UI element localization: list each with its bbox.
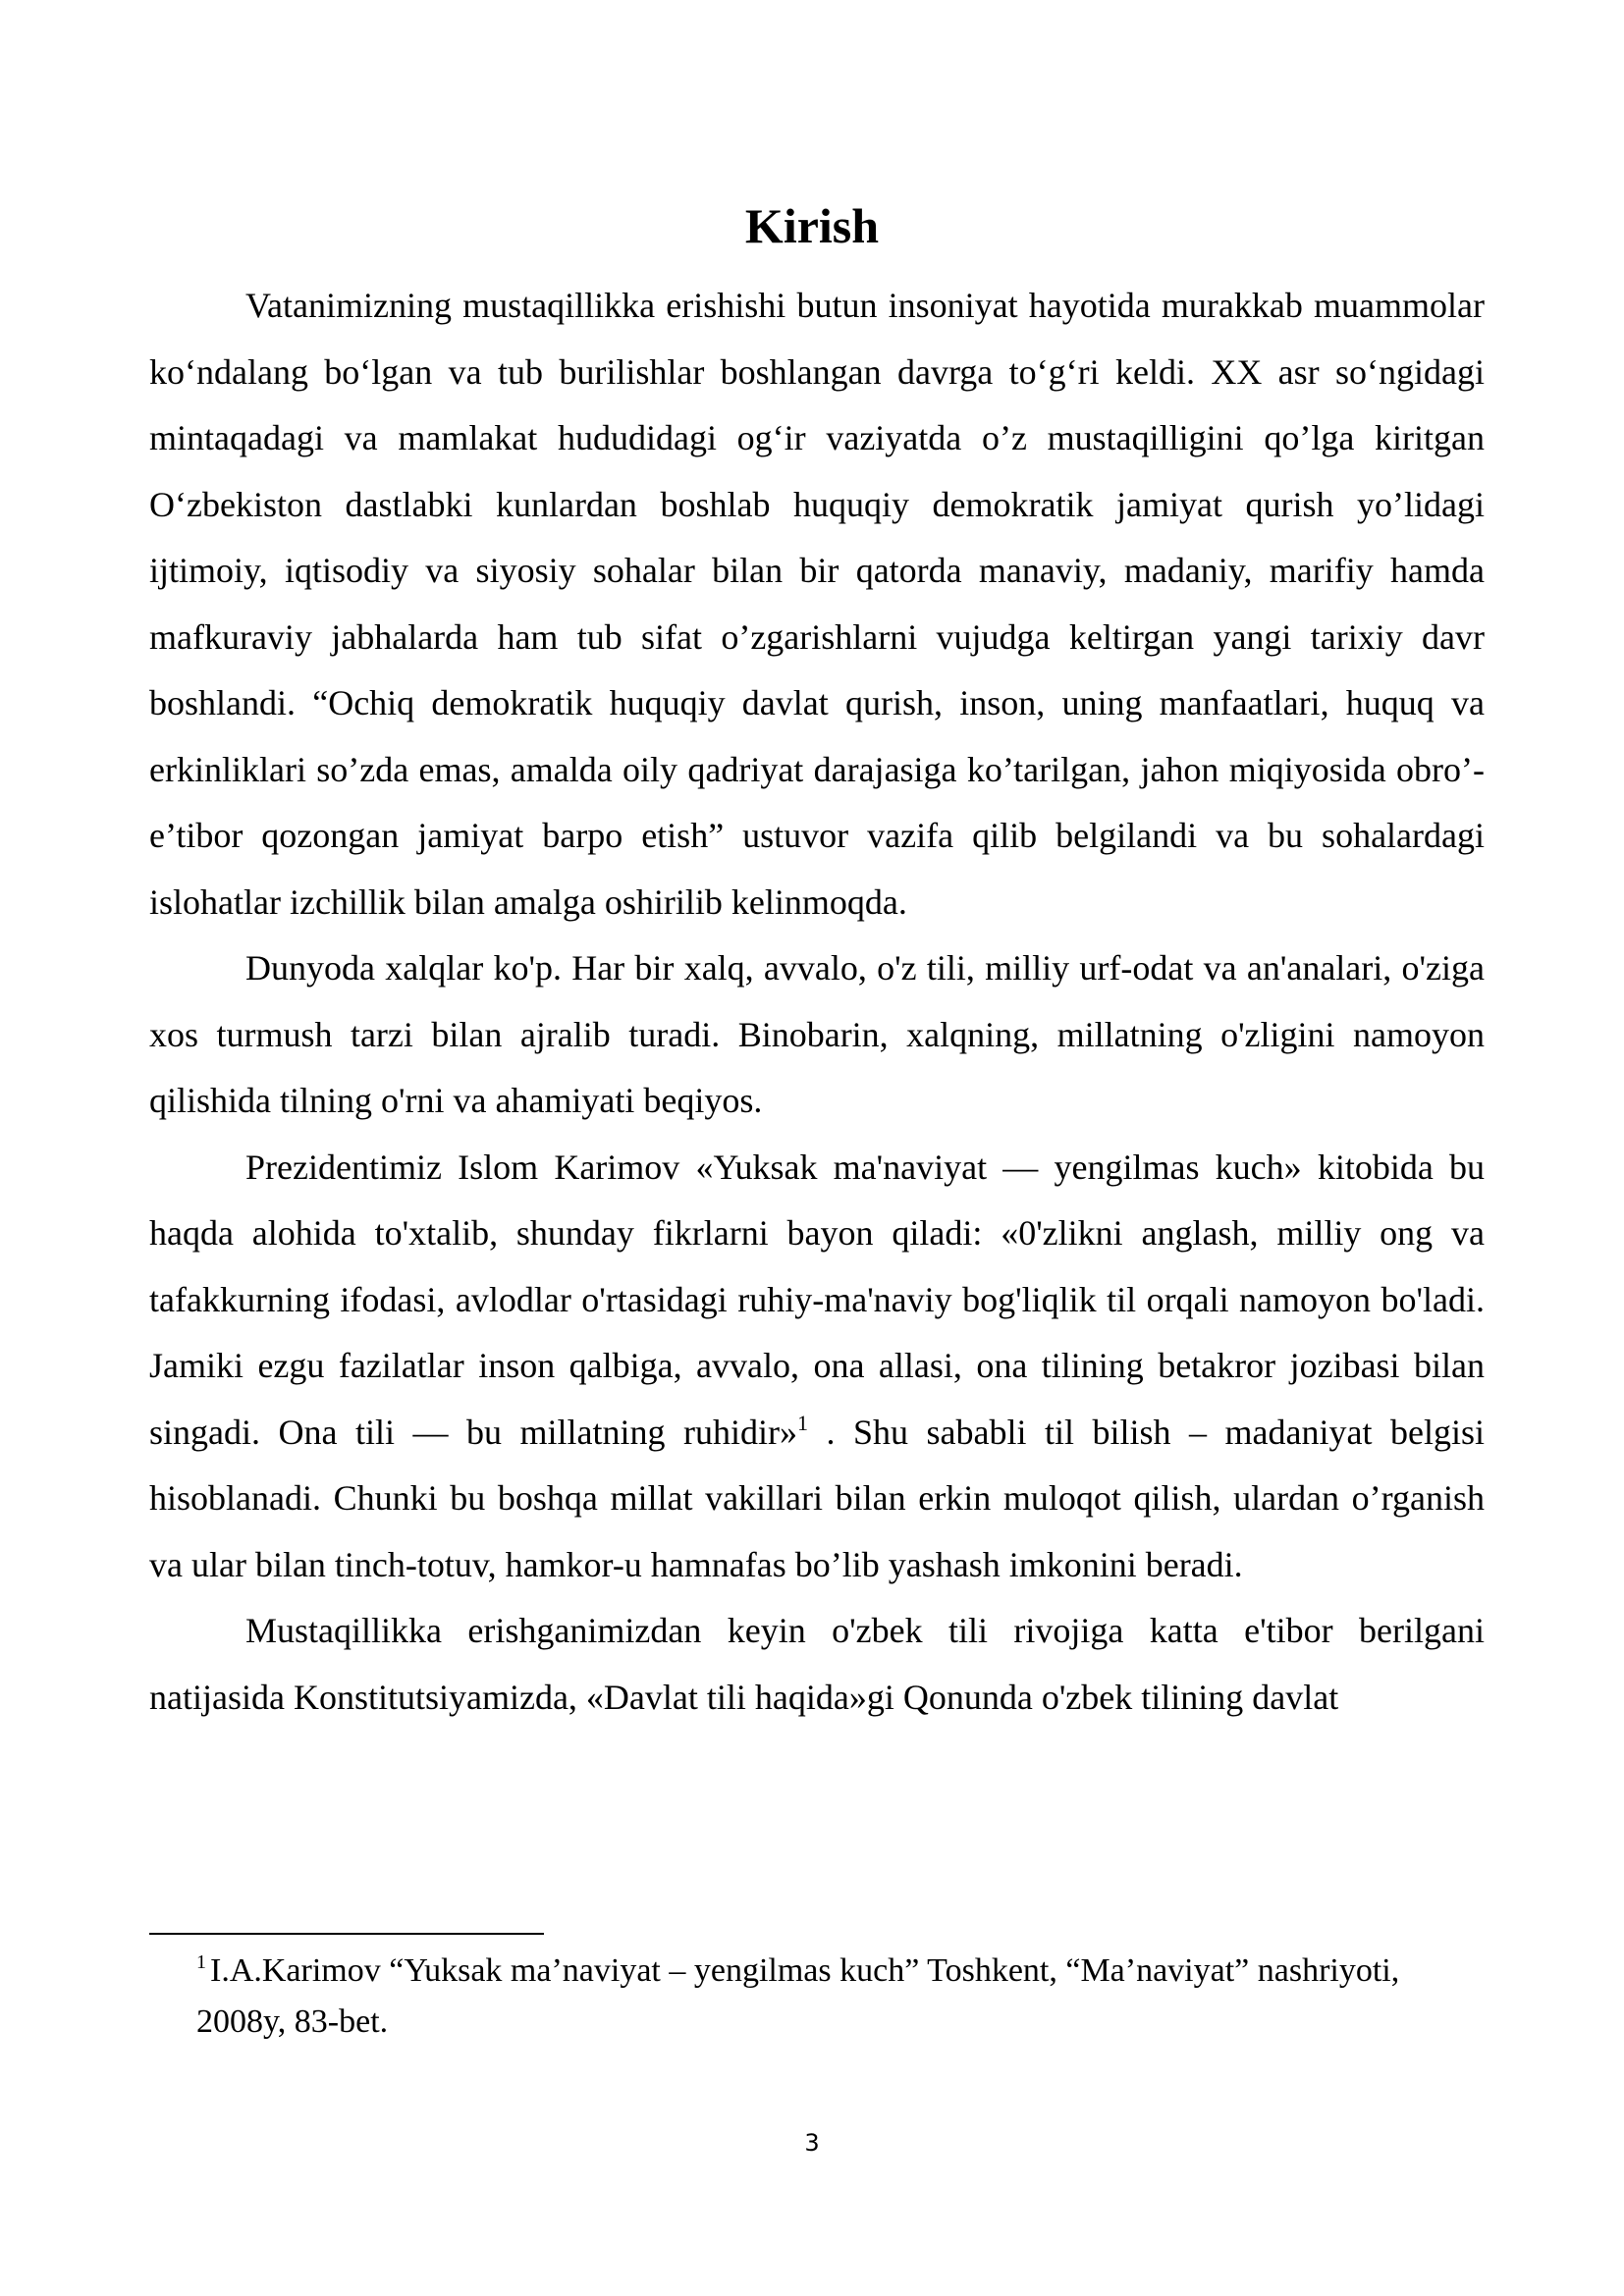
footnote-text: I.A.Karimov “Yuksak ma’naviyat – yengilmas kuch” Toshkent, “Ma’naviyat” nashriyoti, 2008y, 83-bet. <box>196 1952 1400 2040</box>
footnote-separator <box>149 1933 544 1935</box>
footnote <box>196 1946 1473 2048</box>
paragraph-4: Mustaqillikka erishganimizdan keyin o'zbek tili rivojiga katta e'tibor berilgani natijasida Konstitutsiyamizda, «Davlat tili haqida»gi Qonunda o'zbek tilining davlat <box>149 1611 1485 1717</box>
paragraph-1: Vatanimizning mustaqillikka erishishi butun insoniyat hayotida murakkab muammolar ko‘ndalang bo‘lgan va tub burilishlar boshlangan davrga to‘g‘ri keldi. XX asr so‘ngidagi mintaqadagi va mamlakat hududidagi og‘ir vaziyatda o’z mustaqilligini qo’lga kiritgan O‘zbekiston dastlabki kunlardan boshlab huquqiy demokratik jamiyat qurish yo’lidagi ijtimoiy, iqtisodiy va siyosiy sohalar bilan bir qatorda manaviy, madaniy, marifiy hamda mafkuraviy jabhalarda ham tub sifat o’zgarishlarni vujudga keltirgan yangi tarixiy davr boshlandi. “Ochiq demokratik huquqiy davlat qurish, inson, uning manfaatlari, huquq va erkinliklari so’zda emas, amalda oily qadriyat darajasiga ko’tarilgan, jahon miqiyosida obro’-e’tibor qozongan jamiyat barpo etish” ustuvor vazifa qilib belgilandi va bu sohalardagi islohatlar izchillik bilan amalga oshirilib kelinmoqda. <box>149 286 1485 922</box>
paragraph-3 <box>149 1135 1485 1599</box>
paragraph-3-text-a: Prezidentimiz Islom Karimov «Yuksak ma'naviyat — yengilmas kuch» kitobida bu haqda alohida to'xtalib, shunday fikrlarni bayon qiladi: «0'zlikni anglash, milliy ong va tafakkurning ifodasi, avlodlar o'rtasidagi ruhiy-ma'naviy bog'liqlik til orqali namoyon bo'ladi. Jamiki ezgu fazilatlar inson qalbiga, avvalo, ona allasi, ona tilining betakror jozibasi bilan singadi. Ona tili — bu millatning ruhidir» <box>149 1147 1485 1452</box>
footnote-marker: 1 <box>196 1951 206 1973</box>
body-text <box>149 273 1485 1731</box>
page-title: Kirish <box>744 198 880 253</box>
paragraph-3-text-b: . Shu sababli til bilish – madaniyat belgisi hisoblanadi. Chunki bu boshqa millat vakillari bilan erkin muloqot qilish, ulardan o’rganish va ular bilan tinch-totuv, hamkor-u hamnafas bo’lib yashash imkonini beradi. <box>149 1412 1486 1584</box>
paragraph-2: Dunyoda xalqlar ko'p. Har bir xalq, avvalo, o'z tili, milliy urf-odat va an'analari, o'ziga xos turmush tarzi bilan ajralib turadi. Binobarin, xalqning, millatning o'zligini namoyon qilishida tilning o'rni va ahamiyati beqiyos. <box>149 948 1485 1120</box>
page-number: 3 <box>804 2129 820 2157</box>
footnote-reference[interactable]: 1 <box>797 1410 808 1435</box>
